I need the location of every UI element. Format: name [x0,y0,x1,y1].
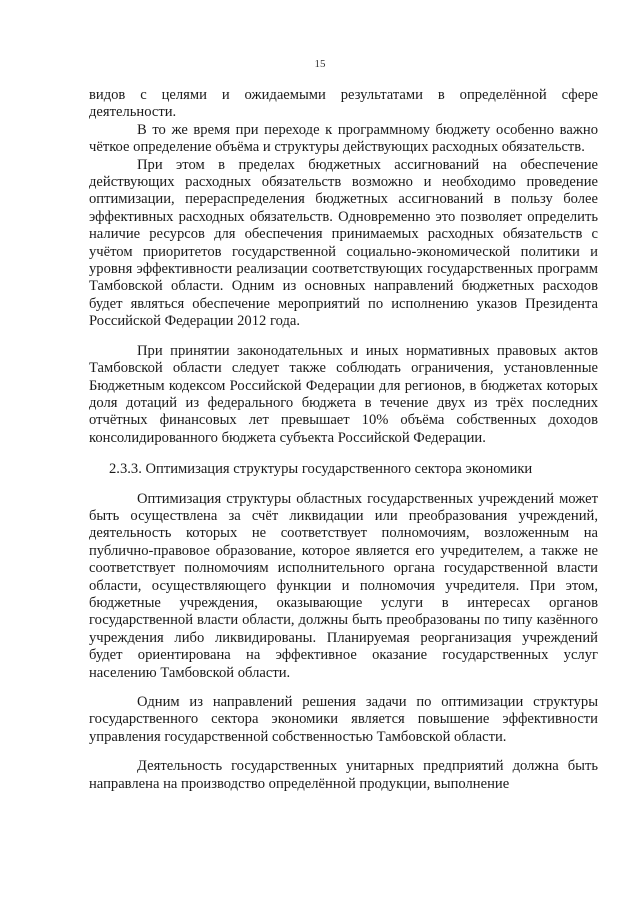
paragraph-restrictions: При принятии законодательных и иных нормативных правовых актов Тамбовской области следует также соблюдать ограничения, установленные Бюджетным кодексом Российской Федерации для регионов, в бюджетах которых доля дотаций из федерального бюджета в течение двух из трёх последних отчётных финансовых лет превышает 10% объёма собственных доходов консолидированного бюджета субъекта Российской Федерации. [89,342,598,446]
paragraph-program-budget: В то же время при переходе к программному бюджету особенно важно чёткое определение объёма и структуры действующих расходных обязательств. [89,121,598,156]
paragraph-budget-optimization: При этом в пределах бюджетных ассигнований на обеспечение действующих расходных обязательств возможно и необходимо проведение оптимизации, перераспределения бюджетных ассигнований в пользу более эффективных расходных обязательств. Одновременно это позволяет определить наличие ресурсов для обеспечения принимаемых расходных обязательств с учётом приоритетов государственной социально-экономической политики и уровня эффективности реализации соответствующих государственных программ Тамбовской области. Одним из основных направлений бюджетных расходов будет являться обеспечение мероприятий по исполнению указов Президента Российской Федерации 2012 года. [89,156,598,330]
page-body [89,87,598,793]
section-heading: 2.3.3. Оптимизация структуры государственного сектора экономики [109,461,533,478]
paragraph-property-management: Одним из направлений решения задачи по оптимизации структуры государственного сектора экономики является повышение эффективности управления государственной собственностью Тамбовской области. [89,694,598,745]
page-number: 15 [314,58,326,70]
paragraph-institutions-optimization: Оптимизация структуры областных государственных учреждений может быть осуществлена за счёт ликвидации или преобразования учреждений, деятельность которых не соответствует полномочиям, возложенным на публично-правовое образование, которое является его учредителем, а также не соответствует полномочиям исполнительного органа государственной власти области, осуществляющего функции и полномочия учредителя. При этом, бюджетные учреждения, оказывающие услуги в интересах органов государственной власти области, должны быть преобразованы по типу казённого учреждения либо ликвидированы. Планируемая реорганизация учреждений будет ориентирована на эффективное оказание государственных услуг населению Тамбовской области. [89,490,598,681]
paragraph-unitary-enterprises: Деятельность государственных унитарных предприятий должна быть направлена на производство определённой продукции, выполнение [89,758,598,792]
paragraph-continuation: видов с целями и ожидаемыми результатами в определённой сфере деятельности. [89,87,598,121]
